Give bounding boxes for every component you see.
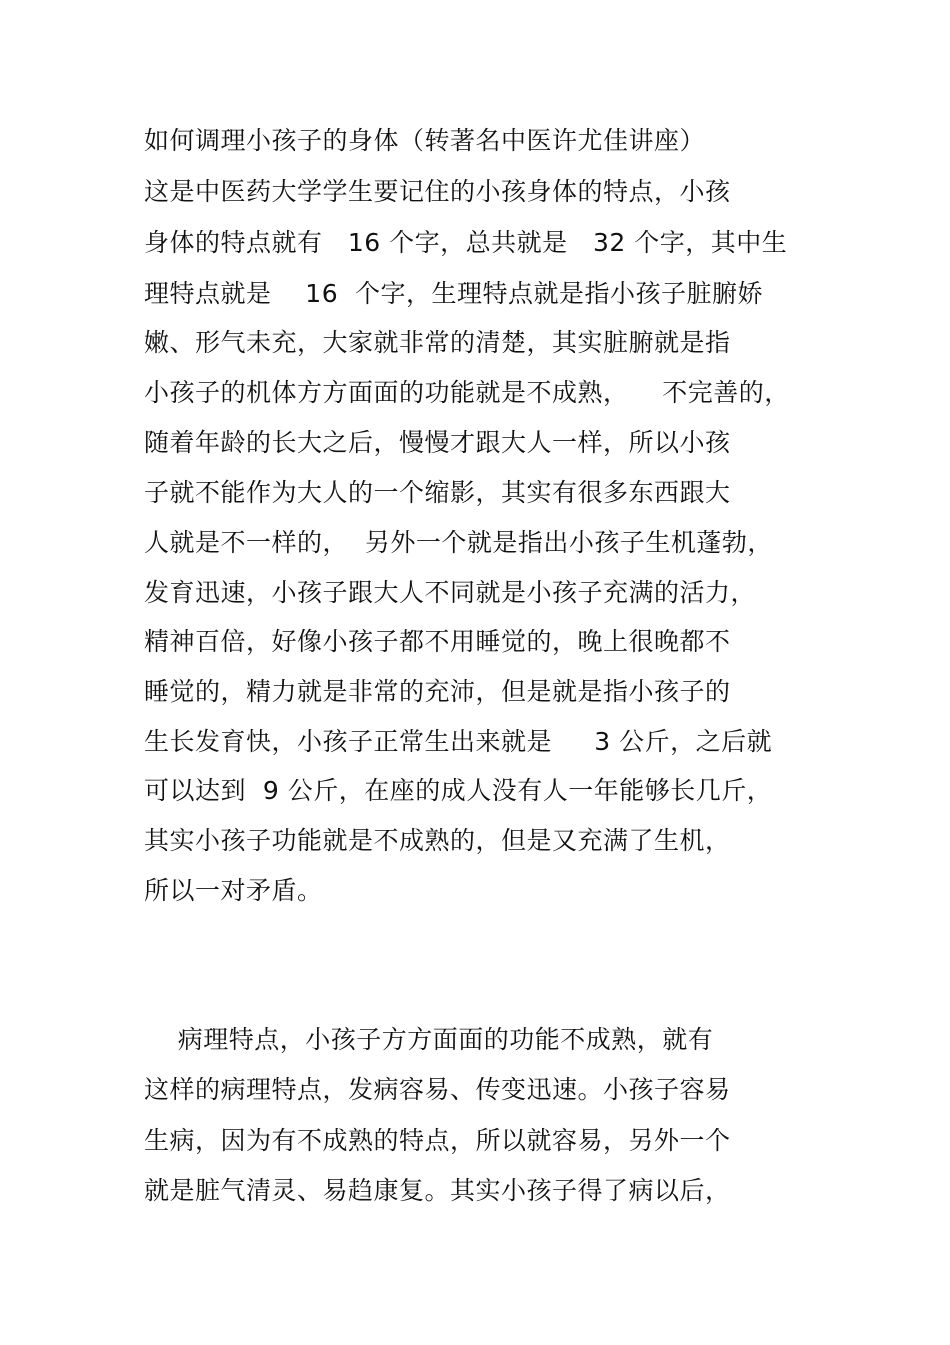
text-line: 生病，因为有不成熟的特点，所以就容易，另外一个 [144,1126,731,1155]
text-line: 人就是不一样的， 另外一个就是指出小孩子生机蓬勃， [144,528,773,557]
text-line: 精神百倍，好像小孩子都不用睡觉的，晚上很晚都不 [144,627,731,656]
text-line: 子就不能作为大人的一个缩影，其实有很多东西跟大 [144,478,731,507]
text-line: 其实小孩子功能就是不成熟的，但是又充满了生机， [144,826,731,855]
document-title: 如何调理小孩子的身体（转著名中医许尤佳讲座） [144,126,706,155]
text-line: 可以达到 9 公斤，在座的成人没有人一年能够长几斤， [144,776,773,805]
text-line: 随着年龄的长大之后，慢慢才跟大人一样，所以小孩 [144,428,731,457]
text-line: 发育迅速，小孩子跟大人不同就是小孩子充满的活力， [144,578,757,607]
text-line: 这是中医药大学学生要记住的小孩身体的特点，小孩 [144,177,731,206]
text-line: 这样的病理特点，发病容易、传变迅速。小孩子容易 [144,1075,731,1104]
text-line: 小孩子的机体方方面面的功能就是不成熟， 不完善的， [144,378,790,407]
text-line: 睡觉的，精力就是非常的充沛，但是就是指小孩子的 [144,677,731,706]
text-line: 所以一对矛盾。 [144,876,323,905]
text-line: 身体的特点就有 16 个字，总共就是 32 个字，其中生 [144,228,788,257]
text-line: 就是脏气清灵、易趋康复。其实小孩子得了病以后， [144,1176,731,1205]
text-line: 理特点就是 16 个字，生理特点就是指小孩子脏腑娇 [144,279,763,308]
text-line: 病理特点，小孩子方方面面的功能不成熟，就有 [144,1025,714,1054]
text-line: 嫩、形气未充，大家就非常的清楚，其实脏腑就是指 [144,328,731,357]
text-line: 生长发育快，小孩子正常生出来就是 3 公斤，之后就 [144,727,773,756]
